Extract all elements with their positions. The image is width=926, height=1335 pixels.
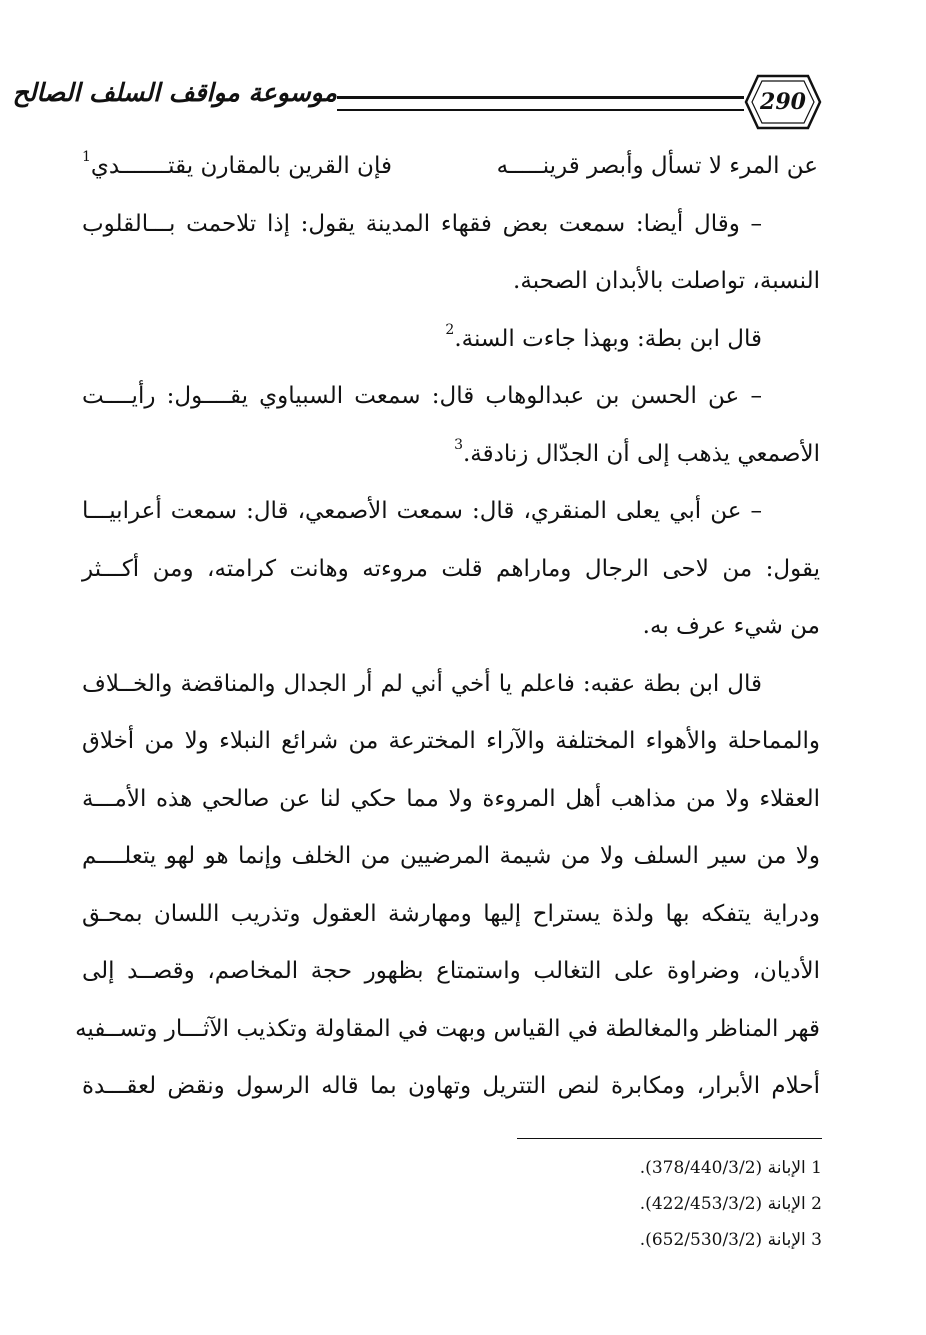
footnote-2: 2 الإبانة (422/453/3/2). bbox=[639, 1194, 822, 1214]
footnote-separator bbox=[517, 1138, 822, 1139]
verse-second-hemistich: فإن القرين بالمقارن يقتـــــــدي$^1$ bbox=[82, 149, 392, 179]
verse-first-hemistich: عن المرء لا تسأل وأبصر قرينـــــه bbox=[496, 153, 818, 179]
text-line: قال ابن بطة عقبه: فاعلم يا أخي أني لم أر الجدال والمناقضة والخــلاف bbox=[82, 670, 762, 697]
text-line: من شيء عرف به. bbox=[642, 613, 820, 639]
footnote-ref-3: 3 bbox=[454, 436, 463, 453]
text-line: النسبة، تواصلت بالأبدان الصحبة. bbox=[513, 268, 820, 294]
page-header bbox=[12, 72, 822, 132]
text-line: العقلاء ولا من مذاهب أهل المروءة ولا مما حكي لنا عن صالحي هذه الأمـــة bbox=[82, 785, 820, 812]
footnotes bbox=[422, 1150, 822, 1258]
text-line: ودراية يتفكه بها ولذة يستراح إليها ومهارشة العقول وتذريب اللسان بمحـق bbox=[82, 900, 820, 927]
text-line: قال ابن بطة: وبهذا جاءت السنة.$^2$ bbox=[445, 321, 762, 352]
text-line: أحلام الأبرار، ومكابرة لنص التتريل وتهاون بما قاله الرسول ونقض لعقـــدة bbox=[82, 1073, 820, 1099]
header-rule bbox=[337, 96, 744, 111]
text-line: الأديان، وضراوة على التغالب واستمتاع بظهور حجة المخاصم، وقصــد إلى bbox=[82, 958, 820, 984]
page-number: 290 bbox=[760, 89, 806, 115]
text-line: – عن أبي يعلى المنقري، قال: سمعت الأصمعي، قال: سمعت أعرابيـــا bbox=[82, 498, 762, 524]
main-text bbox=[75, 138, 820, 1116]
footnote-ref-1: 1 bbox=[82, 149, 91, 165]
text-line: قهر المناظر والمغالطة في القياس وبهت في المقاولة وتكذيب الآثـــار وتســفيه bbox=[75, 1015, 820, 1042]
page-number-badge bbox=[744, 72, 822, 132]
footnote-3: 3 الإبانة (652/530/3/2). bbox=[639, 1230, 822, 1250]
footnote-1: 1 الإبانة (378/440/3/2). bbox=[639, 1158, 822, 1178]
book-title: موسوعة مواقف السلف الصالح bbox=[12, 78, 337, 107]
text-line: – عن الحسن بن عبدالوهاب قال: سمعت السبياوي يقــــول: رأيــــت bbox=[82, 383, 762, 409]
poem-verse bbox=[82, 138, 820, 196]
text-line: يقول: من لاحى الرجال وماراهم قلت مروءته وهانت كرامته، ومن أكـــثر bbox=[82, 555, 820, 582]
footnote-ref-2: 2 bbox=[445, 321, 455, 338]
text-line: الأصمعي يذهب إلى أن الجدّال زنادقة.$^3$ bbox=[454, 436, 820, 467]
text-line: ولا من سير السلف ولا من شيمة المرضيين من الخلف وإنما هو لهو يتعلــــم bbox=[82, 843, 820, 869]
text-line: والمماحلة والأهواء المختلفة والآراء المخترعة من شرائع النبلاء ولا من أخلاق bbox=[82, 728, 820, 754]
text-line: – وقال أيضا: سمعت بعض فقهاء المدينة يقول: إذا تلاحمت بـــالقلوب bbox=[82, 210, 762, 237]
